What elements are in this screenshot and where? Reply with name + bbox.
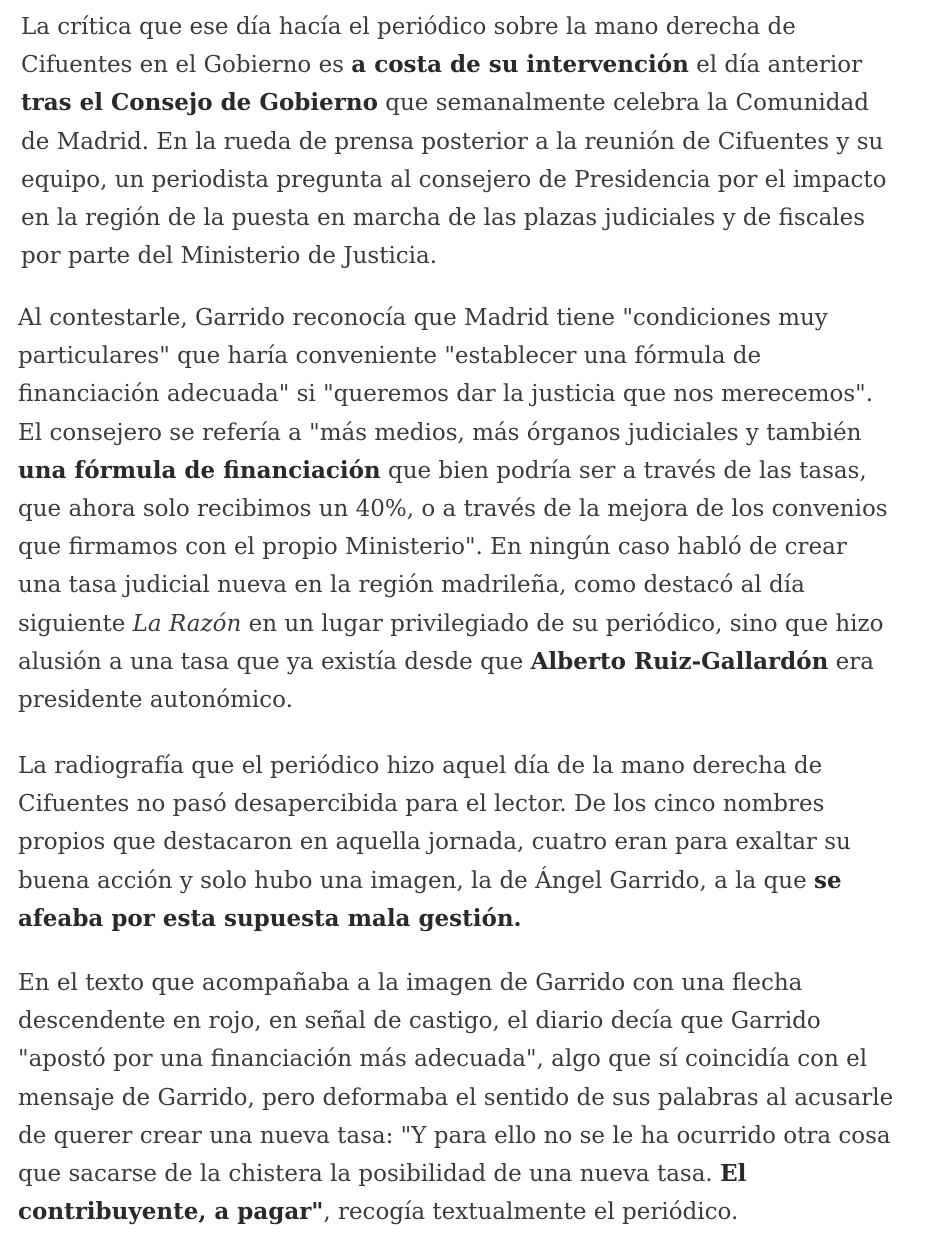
- text-line: [18, 785, 851, 823]
- text-line: [18, 1155, 893, 1193]
- bold-text: contribuyente, a pagar": [18, 1198, 324, 1226]
- text-run: Cifuentes en el Gobierno es: [21, 52, 352, 79]
- text-run: en un lugar privilegiado de su periódico, sino que hizo: [241, 610, 884, 637]
- text-line: [18, 1040, 893, 1078]
- text-run: que sacarse de la chistera la posibilidad de una nueva tasa.: [18, 1161, 721, 1188]
- text-run: El consejero se refería a "más medios, más órganos judiciales y también: [18, 419, 862, 446]
- paragraph: [18, 747, 851, 938]
- paragraph: [18, 299, 888, 719]
- text-run: , recogía textualmente el periódico.: [323, 1199, 739, 1226]
- text-run: en la región de la puesta en marcha de las plazas judiciales y de fiscales: [21, 205, 866, 232]
- text-line: [18, 337, 888, 375]
- text-run: propios que destacaron en aquella jornada, cuatro eran para exaltar su: [18, 829, 851, 856]
- text-line: [18, 900, 851, 938]
- text-line: [18, 490, 888, 528]
- text-line: [18, 681, 888, 719]
- text-run: por parte del Ministerio de Justicia.: [21, 243, 438, 270]
- text-run: Al contestarle, Garrido reconocía que Madrid tiene "condiciones muy: [18, 305, 828, 331]
- text-run: de Madrid. En la rueda de prensa posterior a la reunión de Cifuentes y su: [21, 128, 884, 155]
- text-run: de querer crear una nueva tasa: "Y para ello no se le ha ocurrido otra cosa: [18, 1122, 891, 1149]
- text-line: [21, 123, 887, 161]
- text-run: siguiente: [18, 610, 133, 637]
- text-run: descendente en rojo, en señal de castigo, el diario decía que Garrido: [18, 1008, 821, 1035]
- text-run: La crítica que ese día hacía el periódico sobre la mano derecha de: [21, 14, 796, 40]
- bold-text: tras el Consejo de Gobierno: [21, 89, 378, 117]
- bold-text: El: [720, 1160, 747, 1188]
- paragraph: [21, 8, 887, 275]
- text-line: [18, 1002, 893, 1040]
- text-line: [21, 237, 887, 275]
- text-line: [18, 452, 888, 490]
- text-line: [18, 1193, 893, 1231]
- text-line: [18, 605, 888, 643]
- text-line: [18, 643, 888, 681]
- text-run: "apostó por una financiación más adecuada", algo que sí coincidía con el: [18, 1046, 868, 1073]
- text-run: equipo, un periodista pregunta al consejero de Presidencia por el impacto: [21, 166, 887, 193]
- text-run: era: [828, 648, 874, 675]
- text-line: [18, 964, 893, 1002]
- text-run: que ahora solo recibimos un 40%, o a través de la mejora de los convenios: [18, 496, 888, 523]
- text-line: [18, 747, 851, 785]
- bold-text: Alberto Ruiz-Gallardón: [530, 647, 829, 675]
- text-run: Cifuentes no pasó desapercibida para el lector. De los cinco nombres: [18, 791, 825, 818]
- text-run: La radiografía que el periódico hizo aquel día de la mano derecha de: [18, 753, 823, 779]
- bold-text: a costa de su intervención: [351, 51, 689, 79]
- text-line: [18, 566, 888, 604]
- text-run: presidente autonómico.: [18, 687, 293, 714]
- text-run: una tasa judicial nueva en la región madrileña, como destacó al día: [18, 572, 805, 599]
- text-line: [21, 199, 887, 237]
- text-line: [18, 528, 888, 566]
- text-run: mensaje de Garrido, pero deformaba el sentido de sus palabras al acusarle: [18, 1084, 894, 1111]
- text-line: [18, 414, 888, 452]
- text-run: que semanalmente celebra la Comunidad: [377, 90, 869, 117]
- paragraph: [18, 964, 893, 1231]
- text-line: [18, 862, 851, 900]
- text-line: [18, 1079, 893, 1117]
- text-run: que bien podría ser a través de las tasas,: [380, 457, 867, 484]
- text-line: [21, 84, 887, 122]
- bold-text: afeaba por esta supuesta mala gestión.: [18, 904, 522, 932]
- text-line: [18, 299, 888, 337]
- italic-text: La Razón: [132, 610, 242, 637]
- bold-text: una fórmula de financiación: [18, 456, 381, 484]
- text-run: el día anterior: [688, 52, 863, 79]
- text-line: [18, 823, 851, 861]
- text-line: [21, 8, 887, 46]
- text-run: particulares" que haría conveniente "establecer una fórmula de: [18, 343, 762, 370]
- text-line: [21, 161, 887, 199]
- text-run: buena acción y solo hubo una imagen, la de Ángel Garrido, a la que: [18, 867, 814, 894]
- text-run: En el texto que acompañaba a la imagen de Garrido con una flecha: [18, 970, 803, 996]
- text-line: [18, 1117, 893, 1155]
- text-line: [18, 375, 888, 413]
- text-run: que firmamos con el propio Ministerio". En ningún caso habló de crear: [18, 534, 847, 561]
- bold-text: se: [814, 866, 842, 894]
- text-run: alusión a una tasa que ya existía desde que: [18, 648, 531, 675]
- text-line: [21, 46, 887, 84]
- text-run: financiación adecuada" si "queremos dar la justicia que nos merecemos".: [18, 381, 874, 408]
